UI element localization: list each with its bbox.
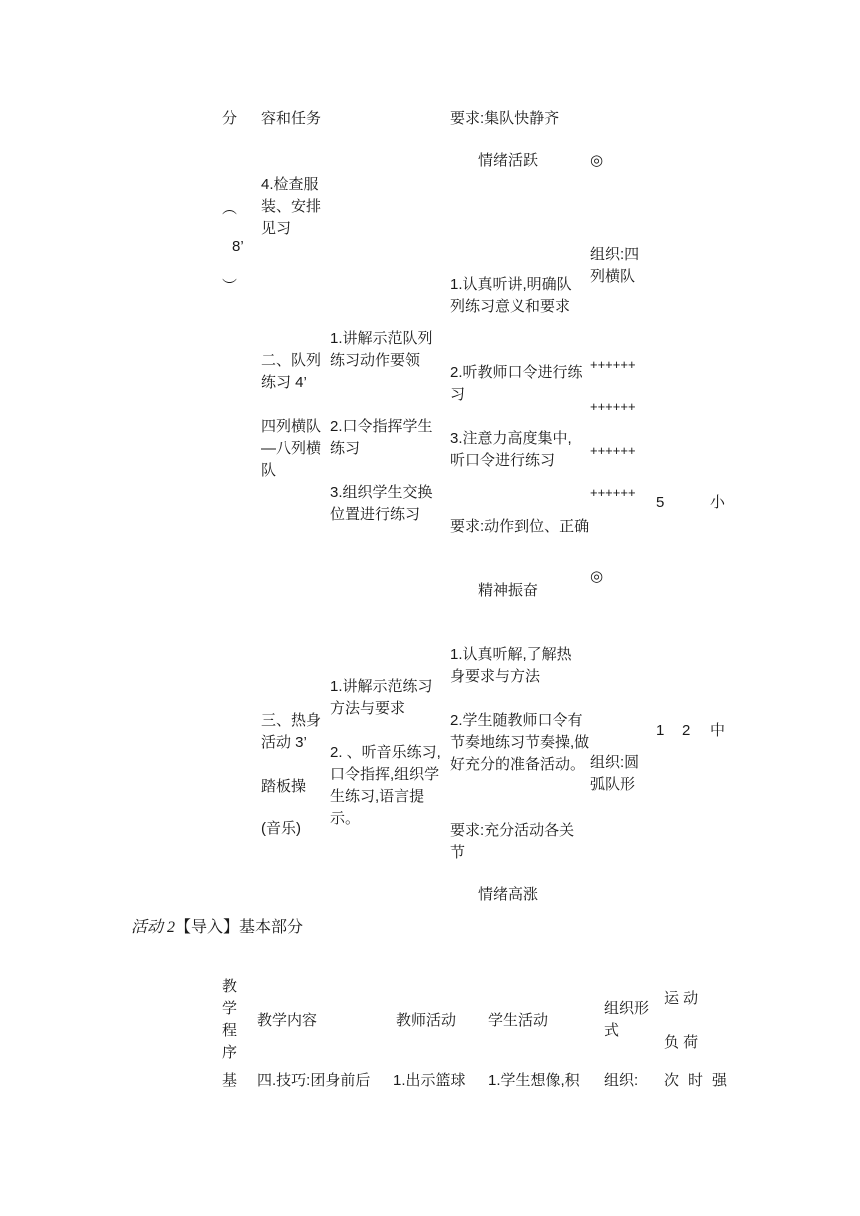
row-count: 次 [664, 1072, 680, 1089]
row-content: 四.技巧:团身前后 [257, 1072, 371, 1089]
student-duilie-1: 1.认真听讲,明确队列练习意义和要求 [450, 276, 572, 315]
student-mood-3: 情绪高涨 [478, 886, 539, 903]
header-procedure: 教学程序 [222, 978, 238, 1061]
header-load-bottom: 负 荷 [664, 1034, 699, 1051]
activity-title: 基本部分 [239, 919, 304, 936]
teacher-duilie-2: 2.口令指挥学生练习 [330, 418, 433, 457]
student-mood-2: 精神振奋 [478, 582, 539, 599]
activity-heading [131, 917, 303, 939]
content-duilie-title: 二、队列练习 4’ [261, 352, 322, 391]
activity-number: 活动 2 [131, 919, 176, 936]
header-student: 学生活动 [488, 1012, 549, 1029]
paren-close: ︶ [222, 278, 238, 295]
formation-row: ++++++ [590, 443, 636, 458]
student-duilie-2: 2.听教师口令进行练习 [450, 364, 583, 403]
student-req-3: 要求:充分活动各关节 [450, 822, 575, 861]
load-intensity: 中 [710, 722, 726, 739]
header-org: 组织形式 [604, 1000, 650, 1039]
row-student: 1.学生想像,积 [488, 1072, 580, 1089]
content-duilie-form: 四列横队—八列横队 [261, 418, 322, 479]
student-reshen-2: 2.学生随教师口令有节奏地练习节奏操,做好充分的准备活动。 [450, 712, 590, 773]
row-org: 组织: [604, 1072, 639, 1089]
load-count: 1 [656, 722, 665, 739]
content-renwu: 容和任务 [261, 110, 322, 127]
student-req-1: 要求:集队快静齐 [450, 110, 560, 127]
teacher-duilie-1: 1.讲解示范队列练习动作要领 [330, 330, 433, 369]
formation-circle-icon: ◎ [590, 568, 604, 585]
student-mood-1: 情绪活跃 [478, 152, 539, 169]
formation-row: ++++++ [590, 357, 636, 372]
row-teacher: 1.出示篮球 [393, 1072, 466, 1089]
org-form-1: 组织:四列横队 [590, 246, 640, 285]
content-reshen-name: 踏板操 [261, 778, 307, 795]
header-load-top: 运 动 [664, 990, 699, 1007]
student-duilie-3: 3.注意力高度集中,听口令进行练习 [450, 430, 572, 469]
teacher-reshen-1: 1.讲解示范练习方法与要求 [330, 678, 433, 717]
formation-row: ++++++ [590, 399, 636, 414]
row-intensity: 强 [712, 1072, 728, 1089]
content-reshen-title: 三、热身活动 3’ [261, 712, 322, 751]
part-time: 8’ [232, 238, 244, 255]
row-time: 时 [688, 1072, 704, 1089]
formation-row: ++++++ [590, 485, 636, 500]
content-reshen-music: (音乐) [261, 820, 301, 837]
student-req-2: 要求:动作到位、正确 [450, 518, 590, 535]
teacher-reshen-2: 2. 、听音乐练习,口令指挥,组织学生练习,语言提示。 [330, 744, 441, 827]
activity-tag: 【导入】 [175, 919, 240, 936]
header-teacher: 教师活动 [396, 1012, 457, 1029]
org-form-2: 组织:圆弧队形 [590, 754, 640, 793]
formation-circle-icon: ◎ [590, 152, 604, 169]
student-reshen-1: 1.认真听解,了解热身要求与方法 [450, 646, 572, 685]
teacher-duilie-3: 3.组织学生交换位置进行练习 [330, 484, 433, 523]
header-content: 教学内容 [257, 1012, 318, 1029]
part-label-fen: 分 [222, 110, 238, 127]
load-count: 5 [656, 494, 665, 511]
paren-open: ︵ [222, 200, 238, 217]
row-procedure: 基 [222, 1072, 238, 1089]
load-intensity: 小 [710, 494, 726, 511]
content-item4: 4.检查服装、安排见习 [261, 176, 322, 237]
load-time: 2 [682, 722, 691, 739]
